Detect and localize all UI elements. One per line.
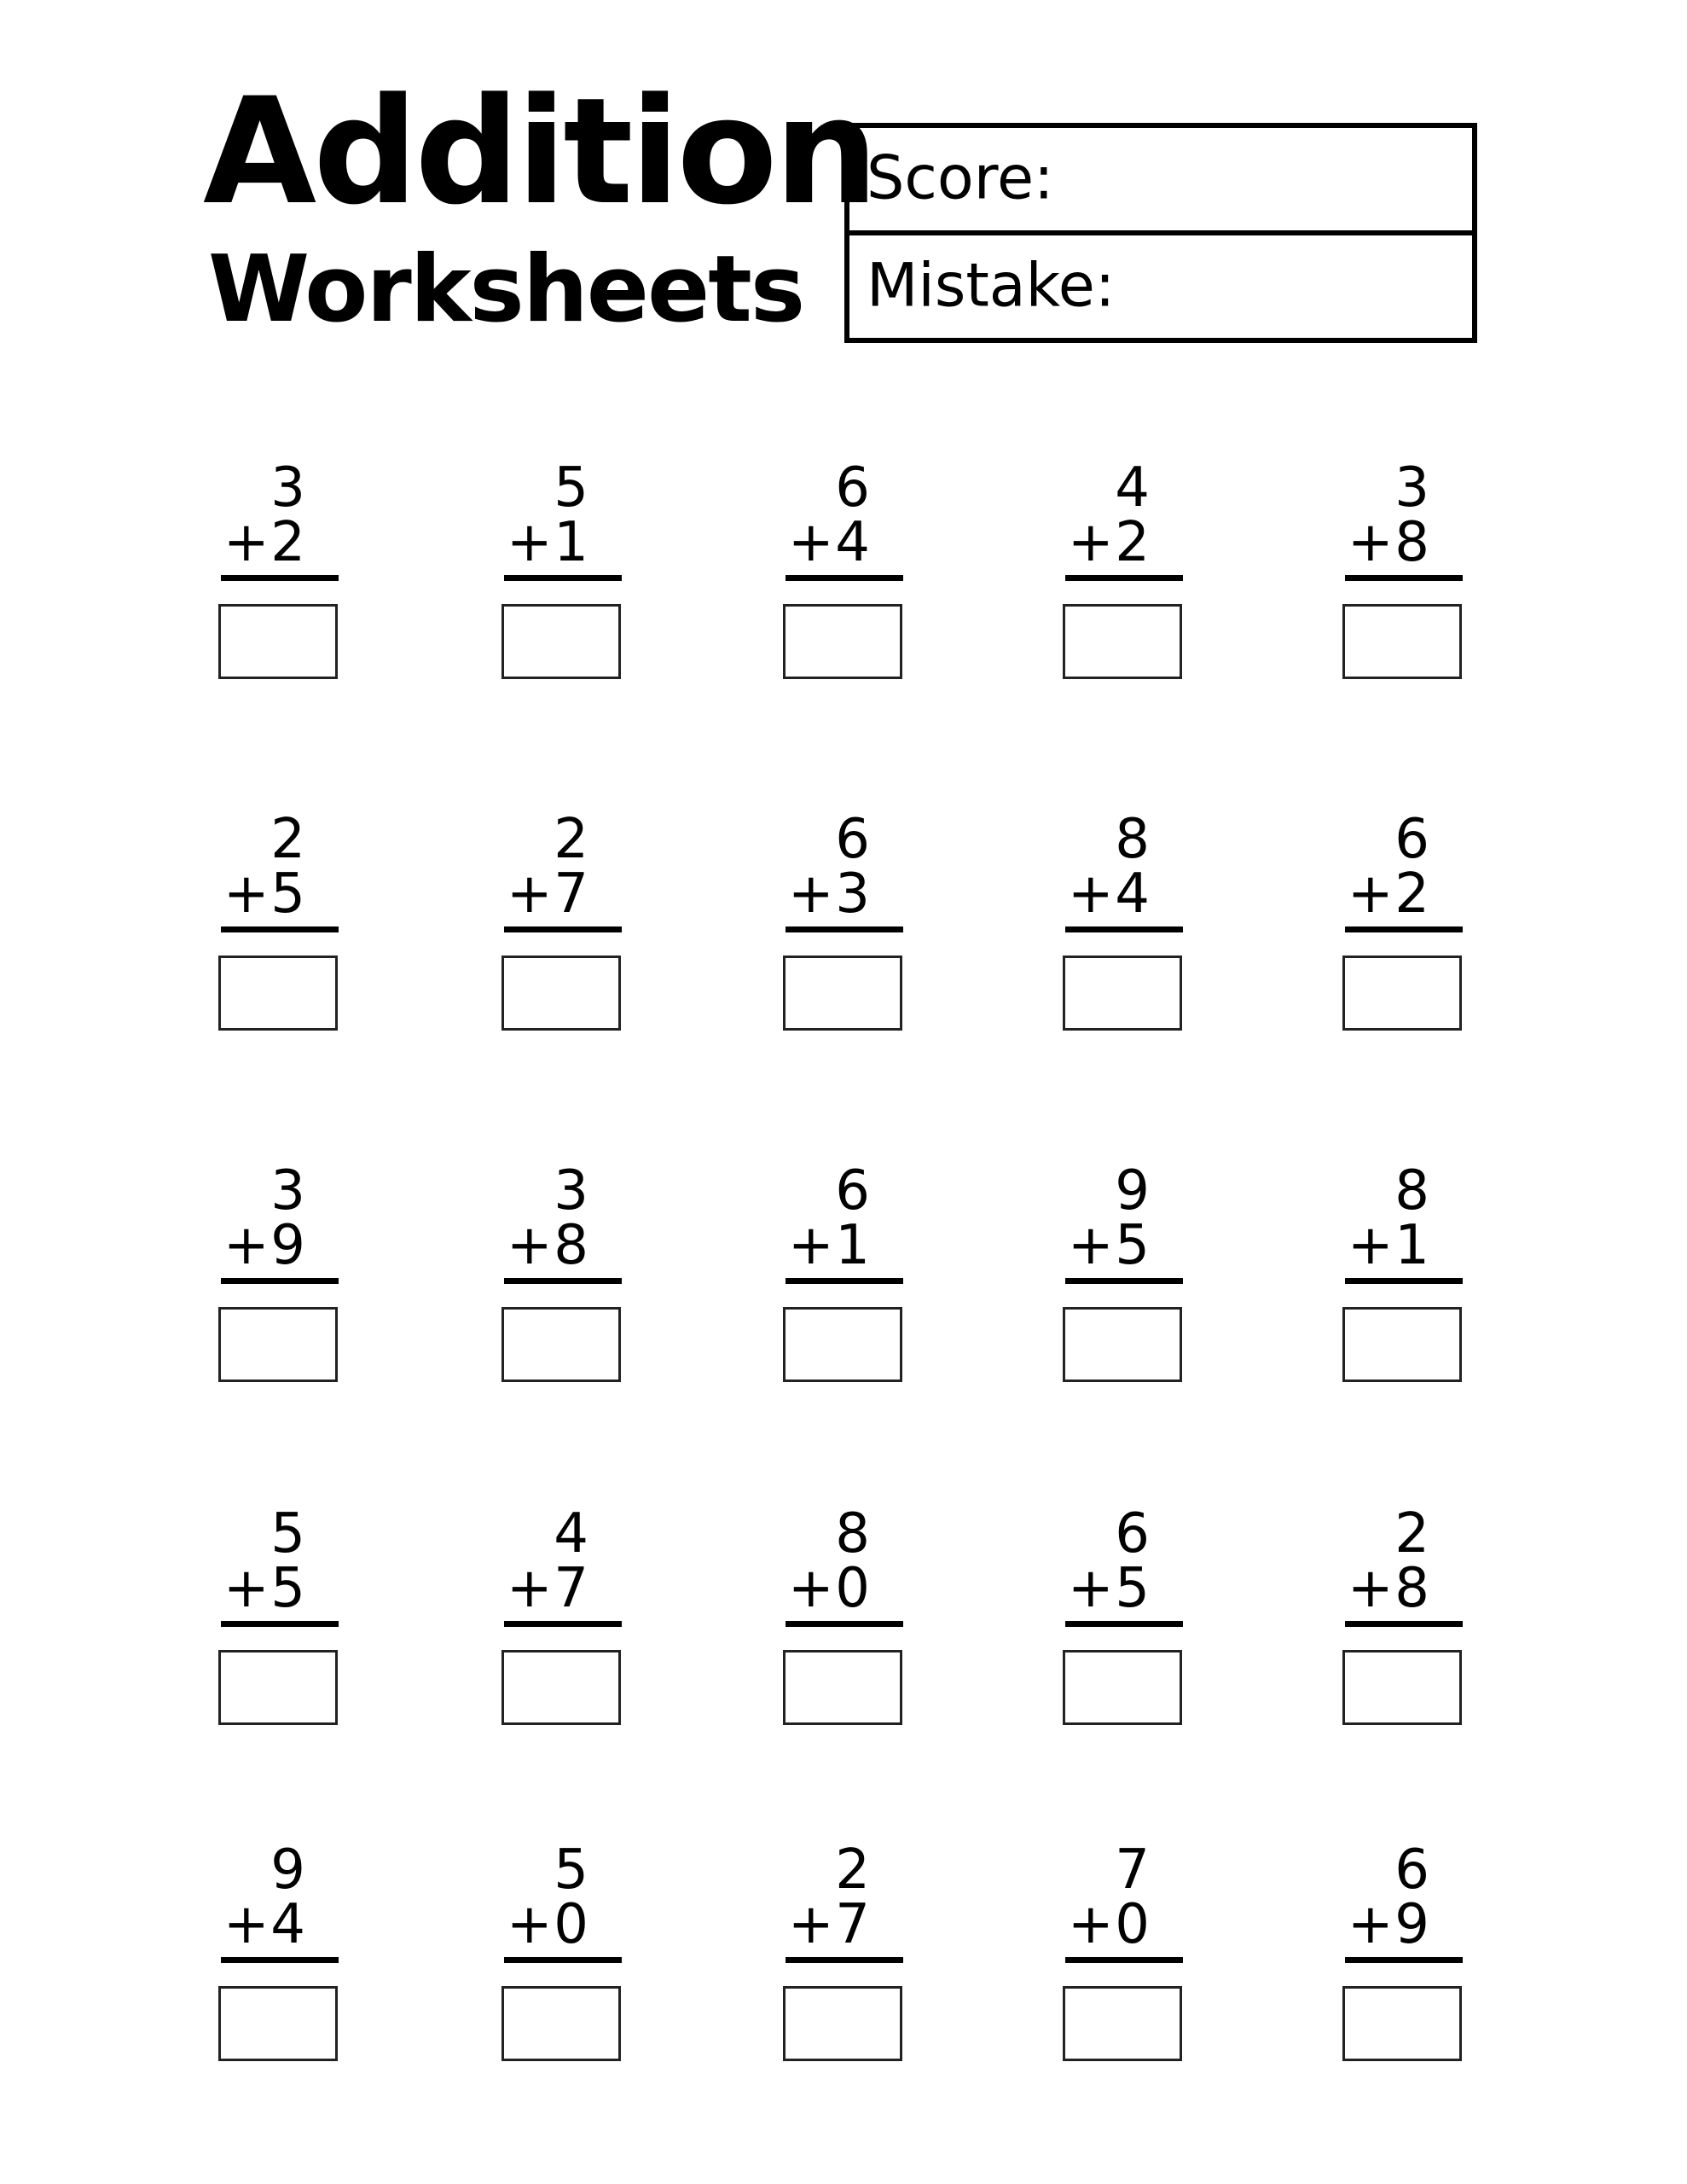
addend-bottom: 2: [1115, 511, 1150, 574]
sum-line: [1345, 926, 1463, 932]
sum-line: [221, 1957, 339, 1963]
answer-box[interactable]: [1342, 604, 1462, 679]
addition-problem: [218, 1502, 338, 1737]
answer-box[interactable]: [1063, 1650, 1182, 1725]
addend-top: 8: [1394, 1159, 1429, 1223]
addend-bottom: 1: [554, 511, 588, 574]
addend-top: 5: [554, 1838, 588, 1902]
sum-line: [1065, 926, 1183, 932]
plus-sign: +: [223, 863, 270, 926]
plus-sign: +: [1348, 1893, 1394, 1956]
score-label: Score:: [867, 142, 1054, 213]
answer-box[interactable]: [1063, 604, 1182, 679]
addend-bottom: 0: [1115, 1893, 1150, 1956]
plus-sign: +: [507, 1893, 553, 1956]
addend-bottom: 2: [270, 511, 305, 574]
addend-bottom: 2: [1394, 863, 1429, 926]
addition-problem: [501, 456, 621, 691]
addend-bottom: 4: [270, 1893, 305, 1956]
addend-bottom: 1: [1394, 1214, 1429, 1277]
answer-box[interactable]: [501, 604, 621, 679]
plus-sign: +: [1068, 1214, 1114, 1277]
sum-line: [1065, 1621, 1183, 1627]
plus-sign: +: [223, 1557, 270, 1620]
addition-problem: [501, 1502, 621, 1737]
answer-box[interactable]: [1342, 956, 1462, 1031]
sum-line: [221, 1278, 339, 1284]
addend-bottom: 4: [1115, 863, 1150, 926]
plus-sign: +: [788, 1214, 834, 1277]
answer-box[interactable]: [1342, 1650, 1462, 1725]
plus-sign: +: [507, 511, 553, 574]
addend-bottom: 9: [1394, 1893, 1429, 1956]
answer-box[interactable]: [218, 956, 338, 1031]
sum-line: [786, 1621, 903, 1627]
addend-bottom: 7: [554, 1557, 588, 1620]
addend-top: 6: [835, 1159, 870, 1223]
sum-line: [221, 1621, 339, 1627]
addend-top: 4: [554, 1502, 588, 1565]
sum-line: [1345, 1621, 1463, 1627]
plus-sign: +: [1068, 1893, 1114, 1956]
addend-bottom: 5: [1115, 1214, 1150, 1277]
answer-box[interactable]: [1342, 1986, 1462, 2061]
addition-problem: [783, 456, 902, 691]
plus-sign: +: [223, 1893, 270, 1956]
sum-line: [1065, 575, 1183, 581]
mistake-label: Mistake:: [867, 250, 1116, 321]
plus-sign: +: [223, 1214, 270, 1277]
addend-bottom: 3: [835, 863, 870, 926]
answer-box[interactable]: [1063, 956, 1182, 1031]
sum-line: [786, 1278, 903, 1284]
addend-top: 6: [1394, 808, 1429, 871]
answer-box[interactable]: [218, 1650, 338, 1725]
plus-sign: +: [1348, 1557, 1394, 1620]
plus-sign: +: [507, 1557, 553, 1620]
addition-problem: [218, 1838, 338, 2073]
answer-box[interactable]: [218, 604, 338, 679]
answer-box[interactable]: [501, 1986, 621, 2061]
addend-top: 5: [554, 456, 588, 520]
addend-bottom: 5: [270, 1557, 305, 1620]
addend-top: 2: [554, 808, 588, 871]
addition-problem: [501, 1159, 621, 1394]
answer-box[interactable]: [783, 956, 902, 1031]
addend-top: 6: [835, 456, 870, 520]
sum-line: [1345, 575, 1463, 581]
addend-top: 2: [835, 1838, 870, 1902]
title-worksheets: Worksheets: [208, 236, 804, 343]
addition-problem: [1063, 1838, 1182, 2073]
title-addition: Addition: [203, 66, 876, 237]
answer-box[interactable]: [783, 1650, 902, 1725]
answer-box[interactable]: [501, 1650, 621, 1725]
plus-sign: +: [788, 1557, 834, 1620]
addend-top: 6: [1394, 1838, 1429, 1902]
plus-sign: +: [1348, 511, 1394, 574]
sum-line: [504, 1278, 622, 1284]
addition-problem: [783, 1838, 902, 2073]
plus-sign: +: [507, 1214, 553, 1277]
addend-bottom: 5: [270, 863, 305, 926]
addend-top: 3: [270, 456, 305, 520]
addend-top: 9: [1115, 1159, 1150, 1223]
answer-box[interactable]: [783, 1307, 902, 1382]
addition-problem: [1342, 1838, 1462, 2073]
plus-sign: +: [1068, 1557, 1114, 1620]
addition-problem: [218, 456, 338, 691]
sum-line: [1065, 1278, 1183, 1284]
addition-problem: [501, 1838, 621, 2073]
addend-top: 2: [1394, 1502, 1429, 1565]
plus-sign: +: [223, 511, 270, 574]
addition-problem: [1342, 1502, 1462, 1737]
sum-line: [1345, 1278, 1463, 1284]
addend-bottom: 8: [1394, 1557, 1429, 1620]
addition-problem: [1063, 456, 1182, 691]
addend-top: 8: [1115, 808, 1150, 871]
sum-line: [786, 1957, 903, 1963]
addend-top: 3: [270, 1159, 305, 1223]
answer-box[interactable]: [783, 604, 902, 679]
addend-top: 8: [835, 1502, 870, 1565]
plus-sign: +: [788, 863, 834, 926]
plus-sign: +: [788, 1893, 834, 1956]
sum-line: [504, 575, 622, 581]
sum-line: [221, 575, 339, 581]
answer-box[interactable]: [501, 1307, 621, 1382]
plus-sign: +: [1348, 863, 1394, 926]
answer-box[interactable]: [1063, 1307, 1182, 1382]
addition-problem: [783, 1159, 902, 1394]
addend-bottom: 4: [835, 511, 870, 574]
answer-box[interactable]: [783, 1986, 902, 2061]
score-row[interactable]: [849, 128, 1472, 233]
addition-problem: [1063, 808, 1182, 1043]
answer-box[interactable]: [501, 956, 621, 1031]
answer-box[interactable]: [1063, 1986, 1182, 2061]
addend-bottom: 9: [270, 1214, 305, 1277]
addend-bottom: 1: [835, 1214, 870, 1277]
addend-bottom: 0: [554, 1893, 588, 1956]
addend-top: 6: [1115, 1502, 1150, 1565]
plus-sign: +: [1068, 511, 1114, 574]
sum-line: [1345, 1957, 1463, 1963]
addition-problem: [783, 808, 902, 1043]
addend-top: 4: [1115, 456, 1150, 520]
addend-top: 2: [270, 808, 305, 871]
plus-sign: +: [507, 863, 553, 926]
addition-problem: [1063, 1159, 1182, 1394]
addend-bottom: 7: [835, 1893, 870, 1956]
addition-problem: [501, 808, 621, 1043]
addend-bottom: 7: [554, 863, 588, 926]
plus-sign: +: [1348, 1214, 1394, 1277]
sum-line: [1065, 1957, 1183, 1963]
plus-sign: +: [1068, 863, 1114, 926]
sum-line: [786, 926, 903, 932]
sum-line: [504, 1957, 622, 1963]
addition-problem: [218, 808, 338, 1043]
addend-bottom: 0: [835, 1557, 870, 1620]
sum-line: [504, 926, 622, 932]
addend-top: 9: [270, 1838, 305, 1902]
addition-problem: [1342, 1159, 1462, 1394]
addition-problem: [1063, 1502, 1182, 1737]
score-box: [844, 123, 1477, 343]
addition-problem: [1342, 456, 1462, 691]
addition-problem: [218, 1159, 338, 1394]
answer-box[interactable]: [1342, 1307, 1462, 1382]
answer-box[interactable]: [218, 1307, 338, 1382]
addend-top: 7: [1115, 1838, 1150, 1902]
sum-line: [504, 1621, 622, 1627]
plus-sign: +: [788, 511, 834, 574]
addend-top: 5: [270, 1502, 305, 1565]
sum-line: [786, 575, 903, 581]
addition-problem: [783, 1502, 902, 1737]
addend-top: 3: [554, 1159, 588, 1223]
sum-line: [221, 926, 339, 932]
addend-bottom: 5: [1115, 1557, 1150, 1620]
mistake-row[interactable]: [849, 233, 1472, 338]
answer-box[interactable]: [218, 1986, 338, 2061]
addend-bottom: 8: [554, 1214, 588, 1277]
addend-top: 6: [835, 808, 870, 871]
addition-problem: [1342, 808, 1462, 1043]
addend-bottom: 8: [1394, 511, 1429, 574]
addend-top: 3: [1394, 456, 1429, 520]
